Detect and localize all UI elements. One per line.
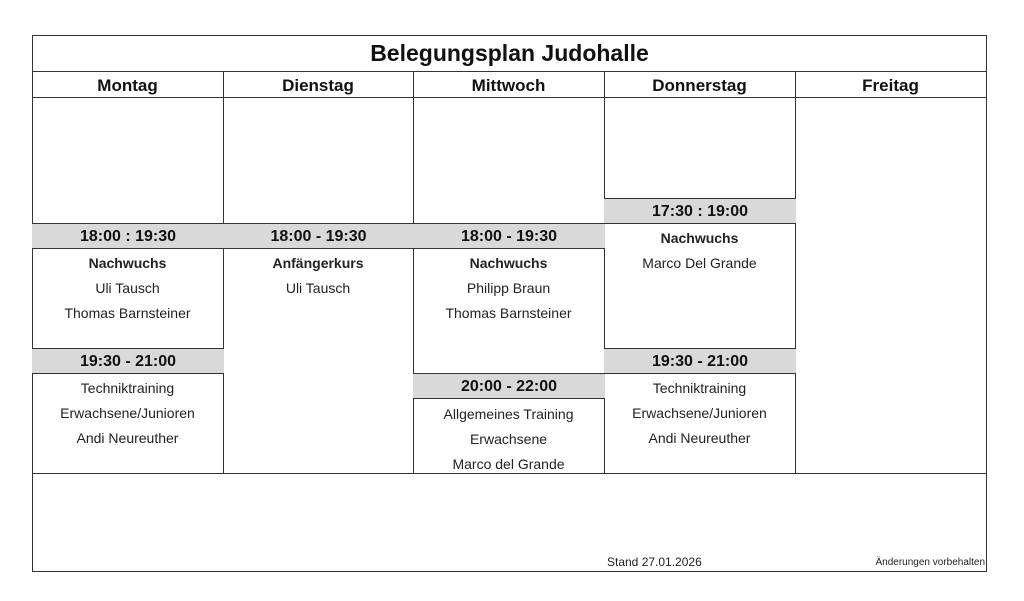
day-header-mittwoch: Mittwoch bbox=[471, 76, 546, 95]
time-slot-montag-2: 19:30 - 21:00 bbox=[32, 348, 224, 374]
page-title: Belegungsplan Judohalle bbox=[32, 35, 987, 72]
day-header-freitag: Freitag bbox=[862, 76, 919, 95]
course-name: Techniktraining bbox=[652, 380, 747, 396]
slot-content-mittwoch-2 bbox=[413, 402, 604, 477]
group: Erwachsene/Junioren bbox=[60, 405, 195, 421]
trainer: Marco del Grande bbox=[452, 456, 565, 472]
trainer: Andi Neureuther bbox=[76, 430, 179, 446]
trainer: Uli Tausch bbox=[95, 280, 160, 296]
trainer: Marco Del Grande bbox=[642, 255, 757, 271]
course-name: Nachwuchs bbox=[660, 230, 739, 246]
time-slot-montag-1: 18:00 : 19:30 bbox=[32, 223, 224, 249]
group: Erwachsene bbox=[469, 431, 548, 447]
slot-content-donnerstag-2 bbox=[604, 376, 795, 451]
day-header-dienstag: Dienstag bbox=[282, 76, 354, 95]
day-header-donnerstag: Donnerstag bbox=[652, 76, 747, 95]
stand-date: Stand 27.01.2026 bbox=[607, 555, 702, 569]
trainer: Uli Tausch bbox=[285, 280, 351, 296]
group: Erwachsene/Junioren bbox=[632, 405, 767, 421]
time-slot-dienstag-1: 18:00 - 19:30 bbox=[223, 223, 414, 249]
day-header-montag: Montag bbox=[97, 76, 158, 95]
trainer: Andi Neureuther bbox=[648, 430, 751, 446]
slot-content-donnerstag-1 bbox=[604, 226, 795, 276]
slot-content-montag-1 bbox=[32, 251, 223, 326]
time-slot-donnerstag-2: 19:30 - 21:00 bbox=[604, 348, 796, 374]
course-name: Techniktraining bbox=[80, 380, 175, 396]
course-name: Allgemeines Training bbox=[443, 406, 574, 422]
course-name: Anfängerkurs bbox=[272, 255, 364, 271]
trainer: Thomas Barnsteiner bbox=[64, 305, 191, 321]
trainer: Thomas Barnsteiner bbox=[445, 305, 572, 321]
course-name: Nachwuchs bbox=[469, 255, 548, 271]
time-slot-mittwoch-1: 18:00 - 19:30 bbox=[413, 223, 605, 249]
slot-content-dienstag-1 bbox=[223, 251, 413, 301]
changes-reserved-note: Änderungen vorbehalten bbox=[875, 557, 985, 568]
slot-content-mittwoch-1 bbox=[413, 251, 604, 326]
time-slot-mittwoch-2: 20:00 - 22:00 bbox=[413, 373, 605, 399]
trainer: Philipp Braun bbox=[466, 280, 551, 296]
time-slot-donnerstag-1: 17:30 : 19:00 bbox=[604, 198, 796, 224]
slot-content-montag-2 bbox=[32, 376, 223, 451]
course-name: Nachwuchs bbox=[88, 255, 167, 271]
column-divider bbox=[795, 72, 796, 474]
